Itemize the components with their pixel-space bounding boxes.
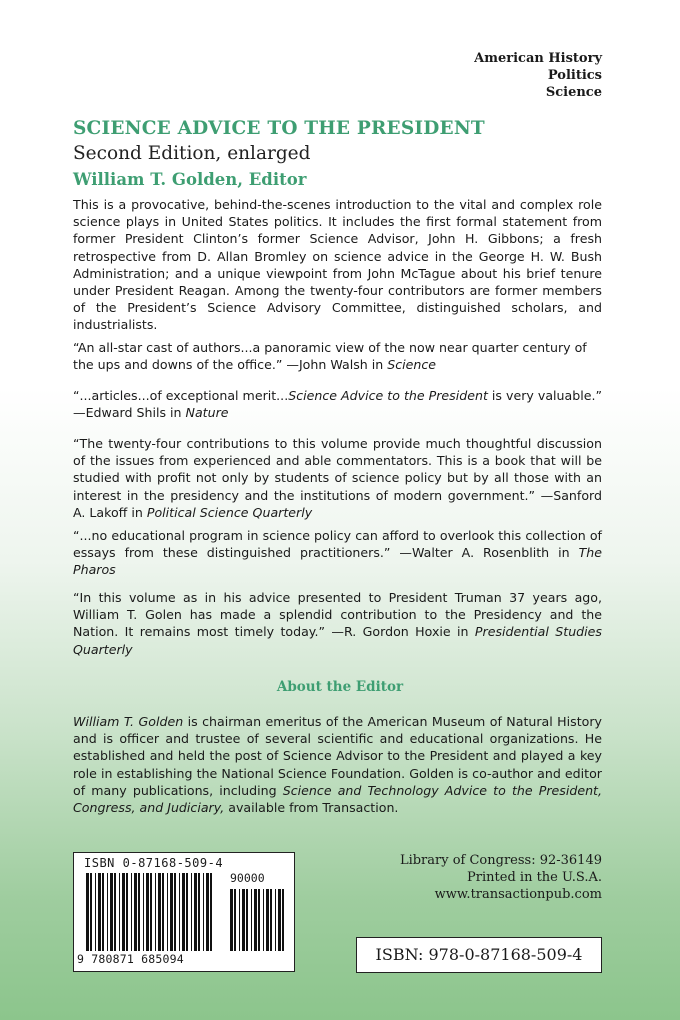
review-2 — [73, 387, 602, 421]
barcode-bar — [251, 889, 252, 951]
barcode-bar — [198, 873, 200, 951]
review-book-title: Science Advice to the President — [288, 388, 488, 403]
category-list — [474, 50, 602, 101]
review-quote: “...no educational program in science policy can afford to overlook this collection of essays from these distinguished practitioners.” —Walter A. Rosenblith in — [73, 528, 602, 561]
barcode-bar — [278, 889, 281, 951]
barcode-bar — [191, 873, 192, 951]
barcode-isbn: ISBN 0-87168-509-4 — [84, 856, 224, 870]
about-text-end: available from Transaction. — [224, 800, 399, 816]
barcode-bar — [275, 889, 276, 951]
barcode-bar — [90, 873, 92, 951]
about-name: William T. Golden — [73, 714, 184, 729]
review-4 — [73, 527, 602, 579]
barcode-bar — [206, 873, 209, 951]
about-heading: About the Editor — [276, 679, 404, 695]
review-quote: “The twenty-four contributions to this volume provide much thoughtful discussion of the issues from experienced and able commentators. This is a book that will be studied with profit not only by students of science policy but by all those with an interest in the presidency and the institutions of modern government.” —Sanford A. Lakoff in — [73, 436, 602, 520]
barcode-bar — [282, 889, 284, 951]
barcode-bar — [242, 889, 245, 951]
category-item: American History — [474, 51, 602, 66]
description-paragraph — [73, 196, 602, 334]
barcode-bar — [258, 889, 260, 951]
review-source: Science — [387, 357, 437, 373]
review-3 — [73, 435, 602, 521]
barcode-bar — [126, 873, 128, 951]
barcode-bar — [134, 873, 137, 951]
barcode-bar — [246, 889, 248, 951]
barcode-bar — [263, 889, 264, 951]
barcode-bar — [167, 873, 168, 951]
barcode-price-code: 90000 — [230, 871, 265, 885]
barcode-bar — [170, 873, 173, 951]
about-book: Science and Technology Advice to the President, Congress, and Judiciary, — [73, 782, 602, 816]
barcode-bar — [138, 873, 140, 951]
printed-in: Printed in the U.S.A. — [467, 870, 602, 885]
barcode-bar — [186, 873, 188, 951]
barcode-bar — [119, 873, 120, 951]
review-quote: “An all-star cast of authors...a panoramic view of the now near quarter century of the ups and downs of the office.” —John Walsh in — [73, 340, 587, 373]
review-1 — [73, 339, 602, 373]
about-paragraph — [73, 713, 602, 816]
editor-name: William T. Golden, Editor — [73, 170, 307, 189]
review-quote: “...articles...of exceptional merit... — [73, 388, 289, 403]
category-item: Politics — [547, 68, 602, 83]
barcode-bar — [143, 873, 144, 951]
barcode-bar — [210, 873, 212, 951]
about-text: is chairman emeritus of the American Museum of Natural History and is officer and trustee of several scientific and educational organizations. He established and held the post of Science Advisor to the President and played a key role in establishing the National Science Foundation. Golden is co-author and editor of many publications, including — [73, 714, 602, 798]
barcode-bar — [155, 873, 156, 951]
barcode-bar — [194, 873, 197, 951]
review-source: Presidential Studies Quarterly — [73, 624, 602, 657]
barcode-bar — [146, 873, 149, 951]
barcode-bar — [203, 873, 204, 951]
publication-info — [400, 852, 602, 903]
book-title: SCIENCE ADVICE TO THE PRESIDENT — [73, 118, 485, 139]
barcode-bar — [179, 873, 180, 951]
barcode-bar — [162, 873, 164, 951]
barcode-bar — [86, 873, 89, 951]
barcode-bar — [98, 873, 101, 951]
barcode-bar — [102, 873, 104, 951]
barcode-bar — [234, 889, 236, 951]
barcode-bar — [266, 889, 269, 951]
category-item: Science — [545, 85, 602, 100]
library-of-congress: Library of Congress: 92-36149 — [399, 853, 602, 868]
review-quote: “In this volume as in his advice presented to President Truman 37 years ago, William T. Golen has made a splendid contribution to the Presidency and the Nation. It remains most timely today.” —R. Gordon Hoxie in — [73, 590, 602, 640]
barcode — [73, 852, 295, 972]
barcode-bar — [114, 873, 116, 951]
review-source: The Pharos — [73, 545, 602, 578]
barcode-bar — [150, 873, 152, 951]
barcode-bar — [158, 873, 161, 951]
barcode-bar — [182, 873, 185, 951]
description-text: This is a provocative, behind-the-scenes introduction to the vital and complex role science plays in United States politics. It includes the first formal statement from former President Clinton’s former Science Advisor, John H. Gibbons; a fresh retrospective from D. Allan Bromley on science advice in the George H. W. Bush Administration; and a unique viewpoint from John McTague about his brief tenure under President Reagan. Among the twenty-four contributors are former members of the President’s Science Advisory Committee, distinguished scholars, and industrialists. — [73, 197, 602, 333]
isbn-13-box: ISBN: 978-0-87168-509-4 — [356, 937, 602, 973]
barcode-bar — [110, 873, 113, 951]
barcode-bar — [174, 873, 176, 951]
review-5 — [73, 589, 602, 658]
barcode-bar — [107, 873, 108, 951]
review-quote-end: is very valuable.” —Edward Shils in — [73, 388, 602, 421]
barcode-bar — [131, 873, 132, 951]
publisher-url: www.transactionpub.com — [434, 887, 602, 902]
barcode-bar — [95, 873, 96, 951]
edition-subtitle: Second Edition, enlarged — [73, 143, 311, 164]
barcode-bar — [239, 889, 240, 951]
review-source: Nature — [185, 405, 229, 421]
review-source: Political Science Quarterly — [146, 504, 313, 520]
barcode-bar — [254, 889, 257, 951]
barcode-bar — [270, 889, 272, 951]
barcode-bar — [122, 873, 125, 951]
barcode-bar — [230, 889, 233, 951]
barcode-ean-digits: 9 780871 685094 — [77, 952, 184, 966]
